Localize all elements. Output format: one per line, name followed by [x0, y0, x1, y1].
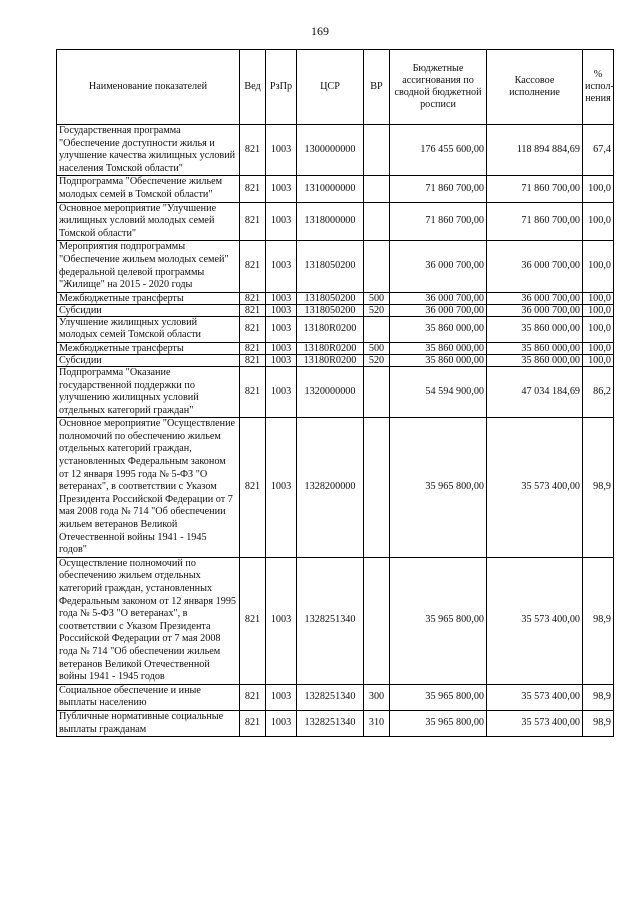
table-row: [57, 304, 614, 316]
row-pct: 100,0: [583, 176, 614, 202]
row-ved: 821: [240, 316, 266, 342]
row-ved: 821: [240, 202, 266, 241]
row-budget: 35 860 000,00: [390, 354, 487, 366]
table-body: [57, 125, 614, 737]
row-rzpr: 1003: [266, 418, 297, 558]
row-pct: 67,4: [583, 125, 614, 176]
row-vr: 500: [364, 292, 390, 304]
row-cash: 36 000 700,00: [487, 241, 583, 292]
row-csr: 1328251340: [297, 710, 364, 736]
row-budget: 35 860 000,00: [390, 316, 487, 342]
table-row: [57, 292, 614, 304]
row-name: Субсидии: [57, 304, 240, 316]
header-cash: Кассовое исполнение: [487, 50, 583, 125]
row-name: Основное мероприятие "Улучшение жилищных условий молодых семей Томской области": [57, 202, 240, 241]
row-vr: [364, 125, 390, 176]
table-row: [57, 354, 614, 366]
row-cash: 36 000 700,00: [487, 292, 583, 304]
row-cash: 35 573 400,00: [487, 418, 583, 558]
row-vr: 520: [364, 354, 390, 366]
header-pct: % испол-нения: [583, 50, 614, 125]
row-rzpr: 1003: [266, 684, 297, 710]
row-csr: 1318050200: [297, 241, 364, 292]
row-csr: 1320000000: [297, 366, 364, 417]
row-budget: 36 000 700,00: [390, 241, 487, 292]
row-name: Публичные нормативные социальные выплаты гражданам: [57, 710, 240, 736]
table-row: [57, 176, 614, 202]
row-rzpr: 1003: [266, 292, 297, 304]
row-cash: 35 860 000,00: [487, 354, 583, 366]
row-csr: 1318050200: [297, 292, 364, 304]
row-rzpr: 1003: [266, 342, 297, 354]
header-row: [57, 50, 614, 125]
row-pct: 86,2: [583, 366, 614, 417]
row-cash: 35 860 000,00: [487, 316, 583, 342]
row-budget: 176 455 600,00: [390, 125, 487, 176]
header-csr: ЦСР: [297, 50, 364, 125]
row-rzpr: 1003: [266, 125, 297, 176]
row-budget: 54 594 900,00: [390, 366, 487, 417]
row-csr: 1328251340: [297, 684, 364, 710]
table-row: [57, 202, 614, 241]
header-vr: ВР: [364, 50, 390, 125]
row-pct: 98,9: [583, 710, 614, 736]
row-cash: 35 860 000,00: [487, 342, 583, 354]
row-name: Межбюджетные трансферты: [57, 342, 240, 354]
row-vr: [364, 557, 390, 684]
row-ved: 821: [240, 366, 266, 417]
row-pct: 100,0: [583, 241, 614, 292]
row-ved: 821: [240, 241, 266, 292]
row-name: Подпрограмма "Обеспечение жильем молодых семей в Томской области": [57, 176, 240, 202]
row-vr: [364, 241, 390, 292]
row-cash: 71 860 700,00: [487, 202, 583, 241]
row-ved: 821: [240, 342, 266, 354]
row-ved: 821: [240, 125, 266, 176]
row-pct: 100,0: [583, 354, 614, 366]
row-vr: 300: [364, 684, 390, 710]
row-name: Государственная программа "Обеспечение доступности жилья и улучшение качества жилищных условий населения Томской области": [57, 125, 240, 176]
row-name: Осуществление полномочий по обеспечению жильем отдельных категорий граждан, установленных Федеральным законом от 12 января 1995 года № 5-ФЗ "О ветеранах", в соответствии с Указом Президента Российской Федерации от 7 мая 2008 года № 714 "Об обеспечении жильем ветеранов Великой Отечественной войны 1941 - 1945 годов: [57, 557, 240, 684]
row-cash: 71 860 700,00: [487, 176, 583, 202]
row-csr: 13180R0200: [297, 342, 364, 354]
row-ved: 821: [240, 710, 266, 736]
row-budget: 36 000 700,00: [390, 304, 487, 316]
row-rzpr: 1003: [266, 366, 297, 417]
table-row: [57, 418, 614, 558]
row-budget: 36 000 700,00: [390, 292, 487, 304]
table-row: [57, 557, 614, 684]
row-vr: [364, 366, 390, 417]
row-pct: 98,9: [583, 684, 614, 710]
row-csr: 13180R0200: [297, 316, 364, 342]
row-vr: 500: [364, 342, 390, 354]
row-pct: 100,0: [583, 316, 614, 342]
row-budget: 35 965 800,00: [390, 710, 487, 736]
row-name: Мероприятия подпрограммы "Обеспечение жильем молодых семей" федеральной целевой программы "Жилище" на 2015 - 2020 годы: [57, 241, 240, 292]
row-ved: 821: [240, 354, 266, 366]
row-budget: 35 860 000,00: [390, 342, 487, 354]
row-cash: 35 573 400,00: [487, 557, 583, 684]
row-cash: 36 000 700,00: [487, 304, 583, 316]
row-cash: 35 573 400,00: [487, 710, 583, 736]
header-name: Наименование показателей: [57, 50, 240, 125]
row-rzpr: 1003: [266, 710, 297, 736]
row-name: Подпрограмма "Оказание государственной поддержки по улучшению жилищных условий отдельных категорий граждан": [57, 366, 240, 417]
row-budget: 71 860 700,00: [390, 202, 487, 241]
row-ved: 821: [240, 176, 266, 202]
row-budget: 35 965 800,00: [390, 418, 487, 558]
row-vr: [364, 316, 390, 342]
row-vr: [364, 418, 390, 558]
row-csr: 1328251340: [297, 557, 364, 684]
row-csr: 1300000000: [297, 125, 364, 176]
row-vr: 520: [364, 304, 390, 316]
row-pct: 98,9: [583, 418, 614, 558]
row-name: Субсидии: [57, 354, 240, 366]
row-pct: 100,0: [583, 202, 614, 241]
row-cash: 118 894 884,69: [487, 125, 583, 176]
table-row: [57, 366, 614, 417]
header-budget: Бюджетные ассигнования по сводной бюджетной росписи: [390, 50, 487, 125]
header-rzpr: РзПр: [266, 50, 297, 125]
row-rzpr: 1003: [266, 557, 297, 684]
row-name: Основное мероприятие "Осуществление полномочий по обеспечению жильем отдельных категорий граждан, установленных Федеральным законом от 12 января 1995 года № 5-ФЗ "О ветеранах", в соответствии с Указом Президента Российской Федерации от 7 мая 2008 года № 714 "Об обеспечении жильем ветеранов Великой Отечественной войны 1941 - 1945 годов": [57, 418, 240, 558]
table-row: [57, 684, 614, 710]
row-ved: 821: [240, 684, 266, 710]
row-vr: 310: [364, 710, 390, 736]
row-rzpr: 1003: [266, 241, 297, 292]
row-budget: 35 965 800,00: [390, 684, 487, 710]
row-pct: 100,0: [583, 292, 614, 304]
table-row: [57, 125, 614, 176]
row-cash: 35 573 400,00: [487, 684, 583, 710]
row-csr: 1318050200: [297, 304, 364, 316]
row-ved: 821: [240, 557, 266, 684]
row-rzpr: 1003: [266, 354, 297, 366]
row-ved: 821: [240, 292, 266, 304]
row-budget: 35 965 800,00: [390, 557, 487, 684]
header-ved: Вед: [240, 50, 266, 125]
row-pct: 100,0: [583, 304, 614, 316]
row-csr: 1328200000: [297, 418, 364, 558]
row-csr: 1318000000: [297, 202, 364, 241]
row-ved: 821: [240, 418, 266, 558]
row-name: Социальное обеспечение и иные выплаты населению: [57, 684, 240, 710]
row-csr: 13180R0200: [297, 354, 364, 366]
row-name: Улучшение жилищных условий молодых семей Томской области: [57, 316, 240, 342]
budget-table: [56, 49, 614, 737]
row-pct: 98,9: [583, 557, 614, 684]
table-row: [57, 241, 614, 292]
row-rzpr: 1003: [266, 316, 297, 342]
row-csr: 1310000000: [297, 176, 364, 202]
row-pct: 100,0: [583, 342, 614, 354]
table-row: [57, 342, 614, 354]
row-cash: 47 034 184,69: [487, 366, 583, 417]
table-row: [57, 316, 614, 342]
table-row: [57, 710, 614, 736]
row-budget: 71 860 700,00: [390, 176, 487, 202]
row-rzpr: 1003: [266, 176, 297, 202]
row-vr: [364, 176, 390, 202]
row-vr: [364, 202, 390, 241]
page-number: 169: [311, 24, 329, 38]
row-ved: 821: [240, 304, 266, 316]
row-rzpr: 1003: [266, 202, 297, 241]
row-name: Межбюджетные трансферты: [57, 292, 240, 304]
row-rzpr: 1003: [266, 304, 297, 316]
